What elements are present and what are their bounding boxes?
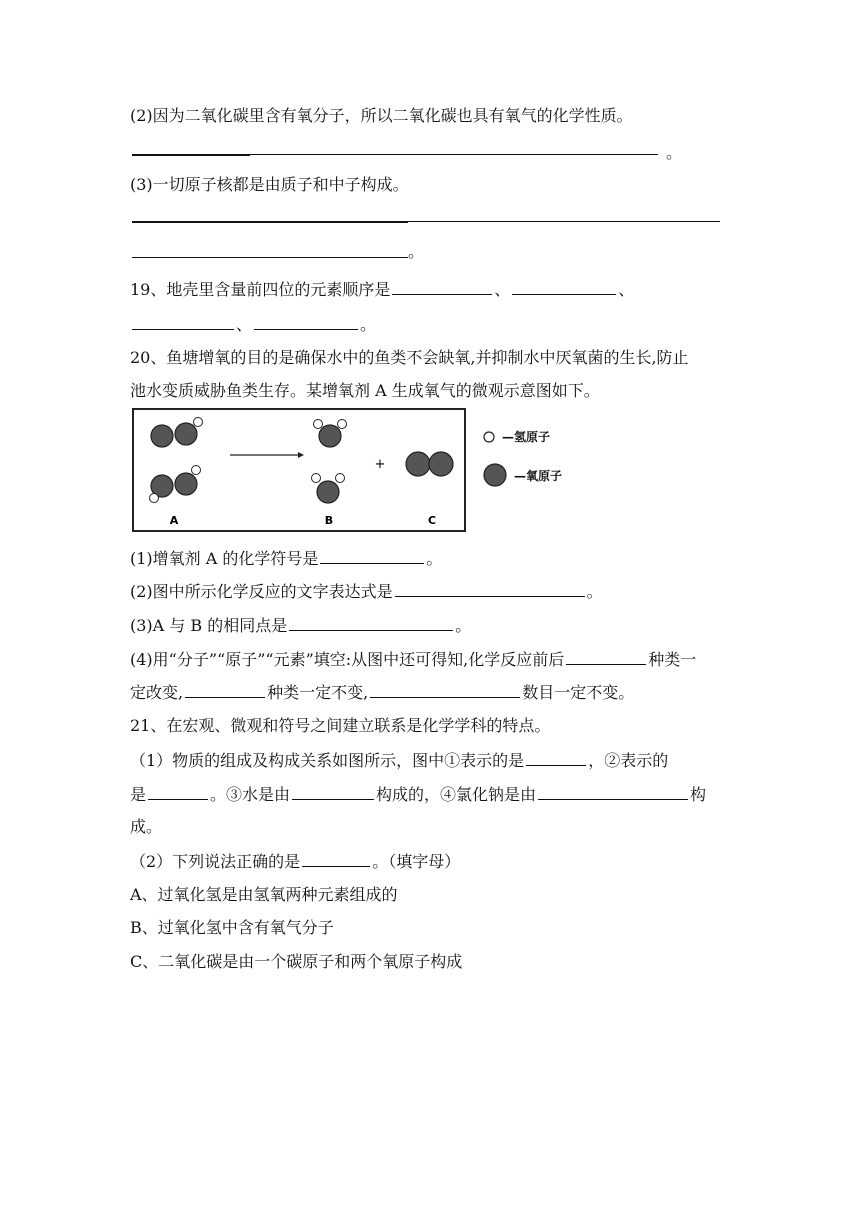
label-a: A xyxy=(169,514,179,527)
q19-sep-1: 、 xyxy=(494,280,511,299)
q21-sub1-line3: 成。 xyxy=(130,817,163,836)
q21-sub1-part3: 是 xyxy=(130,785,147,804)
q18-item2-answer-line-a[interactable] xyxy=(132,154,250,156)
q20-item4-part2: 种类一 xyxy=(648,650,697,669)
q20-intro-line2: 池水变质威胁鱼类生存。某增氧剂 A 生成氧气的微观示意图如下。 xyxy=(130,381,600,400)
q21-sub1-part1: （1）物质的组成及构成关系如图所示，图中①表示的是 xyxy=(130,751,525,770)
q20-item3 xyxy=(130,614,471,637)
legend-hydrogen xyxy=(482,428,550,445)
q20-item1 xyxy=(130,547,442,570)
q19-sep-3: 、 xyxy=(236,315,253,334)
q21-option-c: C、二氧化碳是由一个碳原子和两个氧原子构成 xyxy=(130,952,463,971)
label-c: C xyxy=(427,514,437,527)
q21-sub1-blank-2[interactable] xyxy=(148,783,208,800)
q18-item2-end: 。 xyxy=(666,143,683,162)
q20-item3-end: 。 xyxy=(455,616,472,635)
q20-item2-text: (2)图中所示化学反应的文字表达式是 xyxy=(130,582,393,601)
q20-item4-part4: 种类一定不变, xyxy=(267,683,369,702)
q21-sub1-part2: ，②表示的 xyxy=(588,751,669,770)
q19-blank-2[interactable] xyxy=(512,278,616,295)
q19-sep-2: 、 xyxy=(618,280,635,299)
q18-item2-answer-line-b[interactable] xyxy=(250,154,658,155)
legend-hydrogen-label: —氢原子 xyxy=(502,430,551,444)
q19-line2 xyxy=(130,313,376,336)
q18-item2-text: (2)因为二氧化碳里含有氧分子，所以二氧化碳也具有氧气的化学性质。 xyxy=(130,106,633,125)
q21-sub1-blank-3[interactable] xyxy=(292,783,374,800)
q20-item4-part3: 定改变, xyxy=(130,683,184,702)
q20-intro-line1: 20、鱼塘增氧的目的是确保水中的鱼类不会缺氧,并抑制水中厌氧菌的生长,防止 xyxy=(130,348,689,367)
q21-sub1-line1 xyxy=(130,749,668,772)
q20-item4-line2 xyxy=(130,681,634,704)
q20-item4-blank-1[interactable] xyxy=(566,648,646,665)
q19-end: 。 xyxy=(360,315,377,334)
q21-intro: 21、在宏观、微观和符号之间建立联系是化学学科的特点。 xyxy=(130,716,551,735)
q20-item1-blank[interactable] xyxy=(320,547,424,564)
reaction-diagram xyxy=(132,408,466,532)
q21-option-a: A、过氧化氢是由氢氧两种元素组成的 xyxy=(130,885,398,904)
q18-item3-answer-line-a[interactable] xyxy=(132,221,408,223)
q21-sub1-part4: 。③水是由 xyxy=(210,785,291,804)
q18-item3-answer-line-c[interactable] xyxy=(132,257,408,258)
q19-line1 xyxy=(130,278,634,301)
q20-item1-text: (1)增氧剂 A 的化学符号是 xyxy=(130,549,319,568)
q20-item4-line1 xyxy=(130,648,696,671)
diagram-legend xyxy=(482,424,592,494)
q20-item2-blank[interactable] xyxy=(395,580,585,597)
plus-sign: + xyxy=(374,457,386,472)
q21-option-b: B、过氧化氢中含有氧气分子 xyxy=(130,918,334,937)
q20-item2 xyxy=(130,580,603,603)
q20-item2-end: 。 xyxy=(586,582,603,601)
molecule-a-2 xyxy=(150,466,201,503)
q21-sub1-part6: 构 xyxy=(690,785,707,804)
reaction-diagram-svg xyxy=(134,410,464,530)
molecule-a-1 xyxy=(151,418,203,448)
legend-oxygen xyxy=(482,462,562,488)
q21-sub2-end: 。（填字母） xyxy=(372,852,461,871)
q21-sub2 xyxy=(130,850,460,873)
q19-blank-3[interactable] xyxy=(132,313,234,330)
q18-item3-answer-line-b[interactable] xyxy=(408,221,720,222)
q21-sub2-text: （2）下列说法正确的是 xyxy=(130,852,301,871)
molecule-c xyxy=(406,452,453,476)
molecule-b-2 xyxy=(312,474,345,504)
q18-item3-text: (3)一切原子核都是由质子和中子构成。 xyxy=(130,175,409,194)
q19-prompt: 19、地壳里含量前四位的元素顺序是 xyxy=(130,280,391,299)
q19-blank-1[interactable] xyxy=(392,278,492,295)
q20-item3-blank[interactable] xyxy=(289,614,453,631)
q20-item3-text: (3)A 与 B 的相同点是 xyxy=(130,616,288,635)
q20-item4-blank-3[interactable] xyxy=(370,681,520,698)
q20-item4-part1: (4)用“分子”“原子”“元素”填空:从图中还可得知,化学反应前后 xyxy=(130,650,565,669)
q21-sub1-part5: 构成的，④氯化钠是由 xyxy=(376,785,537,804)
q21-sub2-blank[interactable] xyxy=(302,850,370,867)
q20-item1-end: 。 xyxy=(426,549,443,568)
reaction-arrow xyxy=(230,452,304,458)
label-b: B xyxy=(324,514,334,527)
legend-oxygen-label: —氧原子 xyxy=(514,468,563,483)
oxygen-atom-icon xyxy=(482,462,508,488)
q21-sub1-blank-1[interactable] xyxy=(526,749,586,766)
hydrogen-atom-icon xyxy=(482,430,496,444)
q21-sub1-line2 xyxy=(130,783,706,806)
q20-item4-blank-2[interactable] xyxy=(185,681,265,698)
q20-item4-part5: 数目一定不变。 xyxy=(522,683,635,702)
q19-blank-4[interactable] xyxy=(254,313,358,330)
q21-sub1-blank-4[interactable] xyxy=(538,783,688,800)
molecule-b-1 xyxy=(314,420,347,448)
q18-item3-end: 。 xyxy=(408,242,425,261)
